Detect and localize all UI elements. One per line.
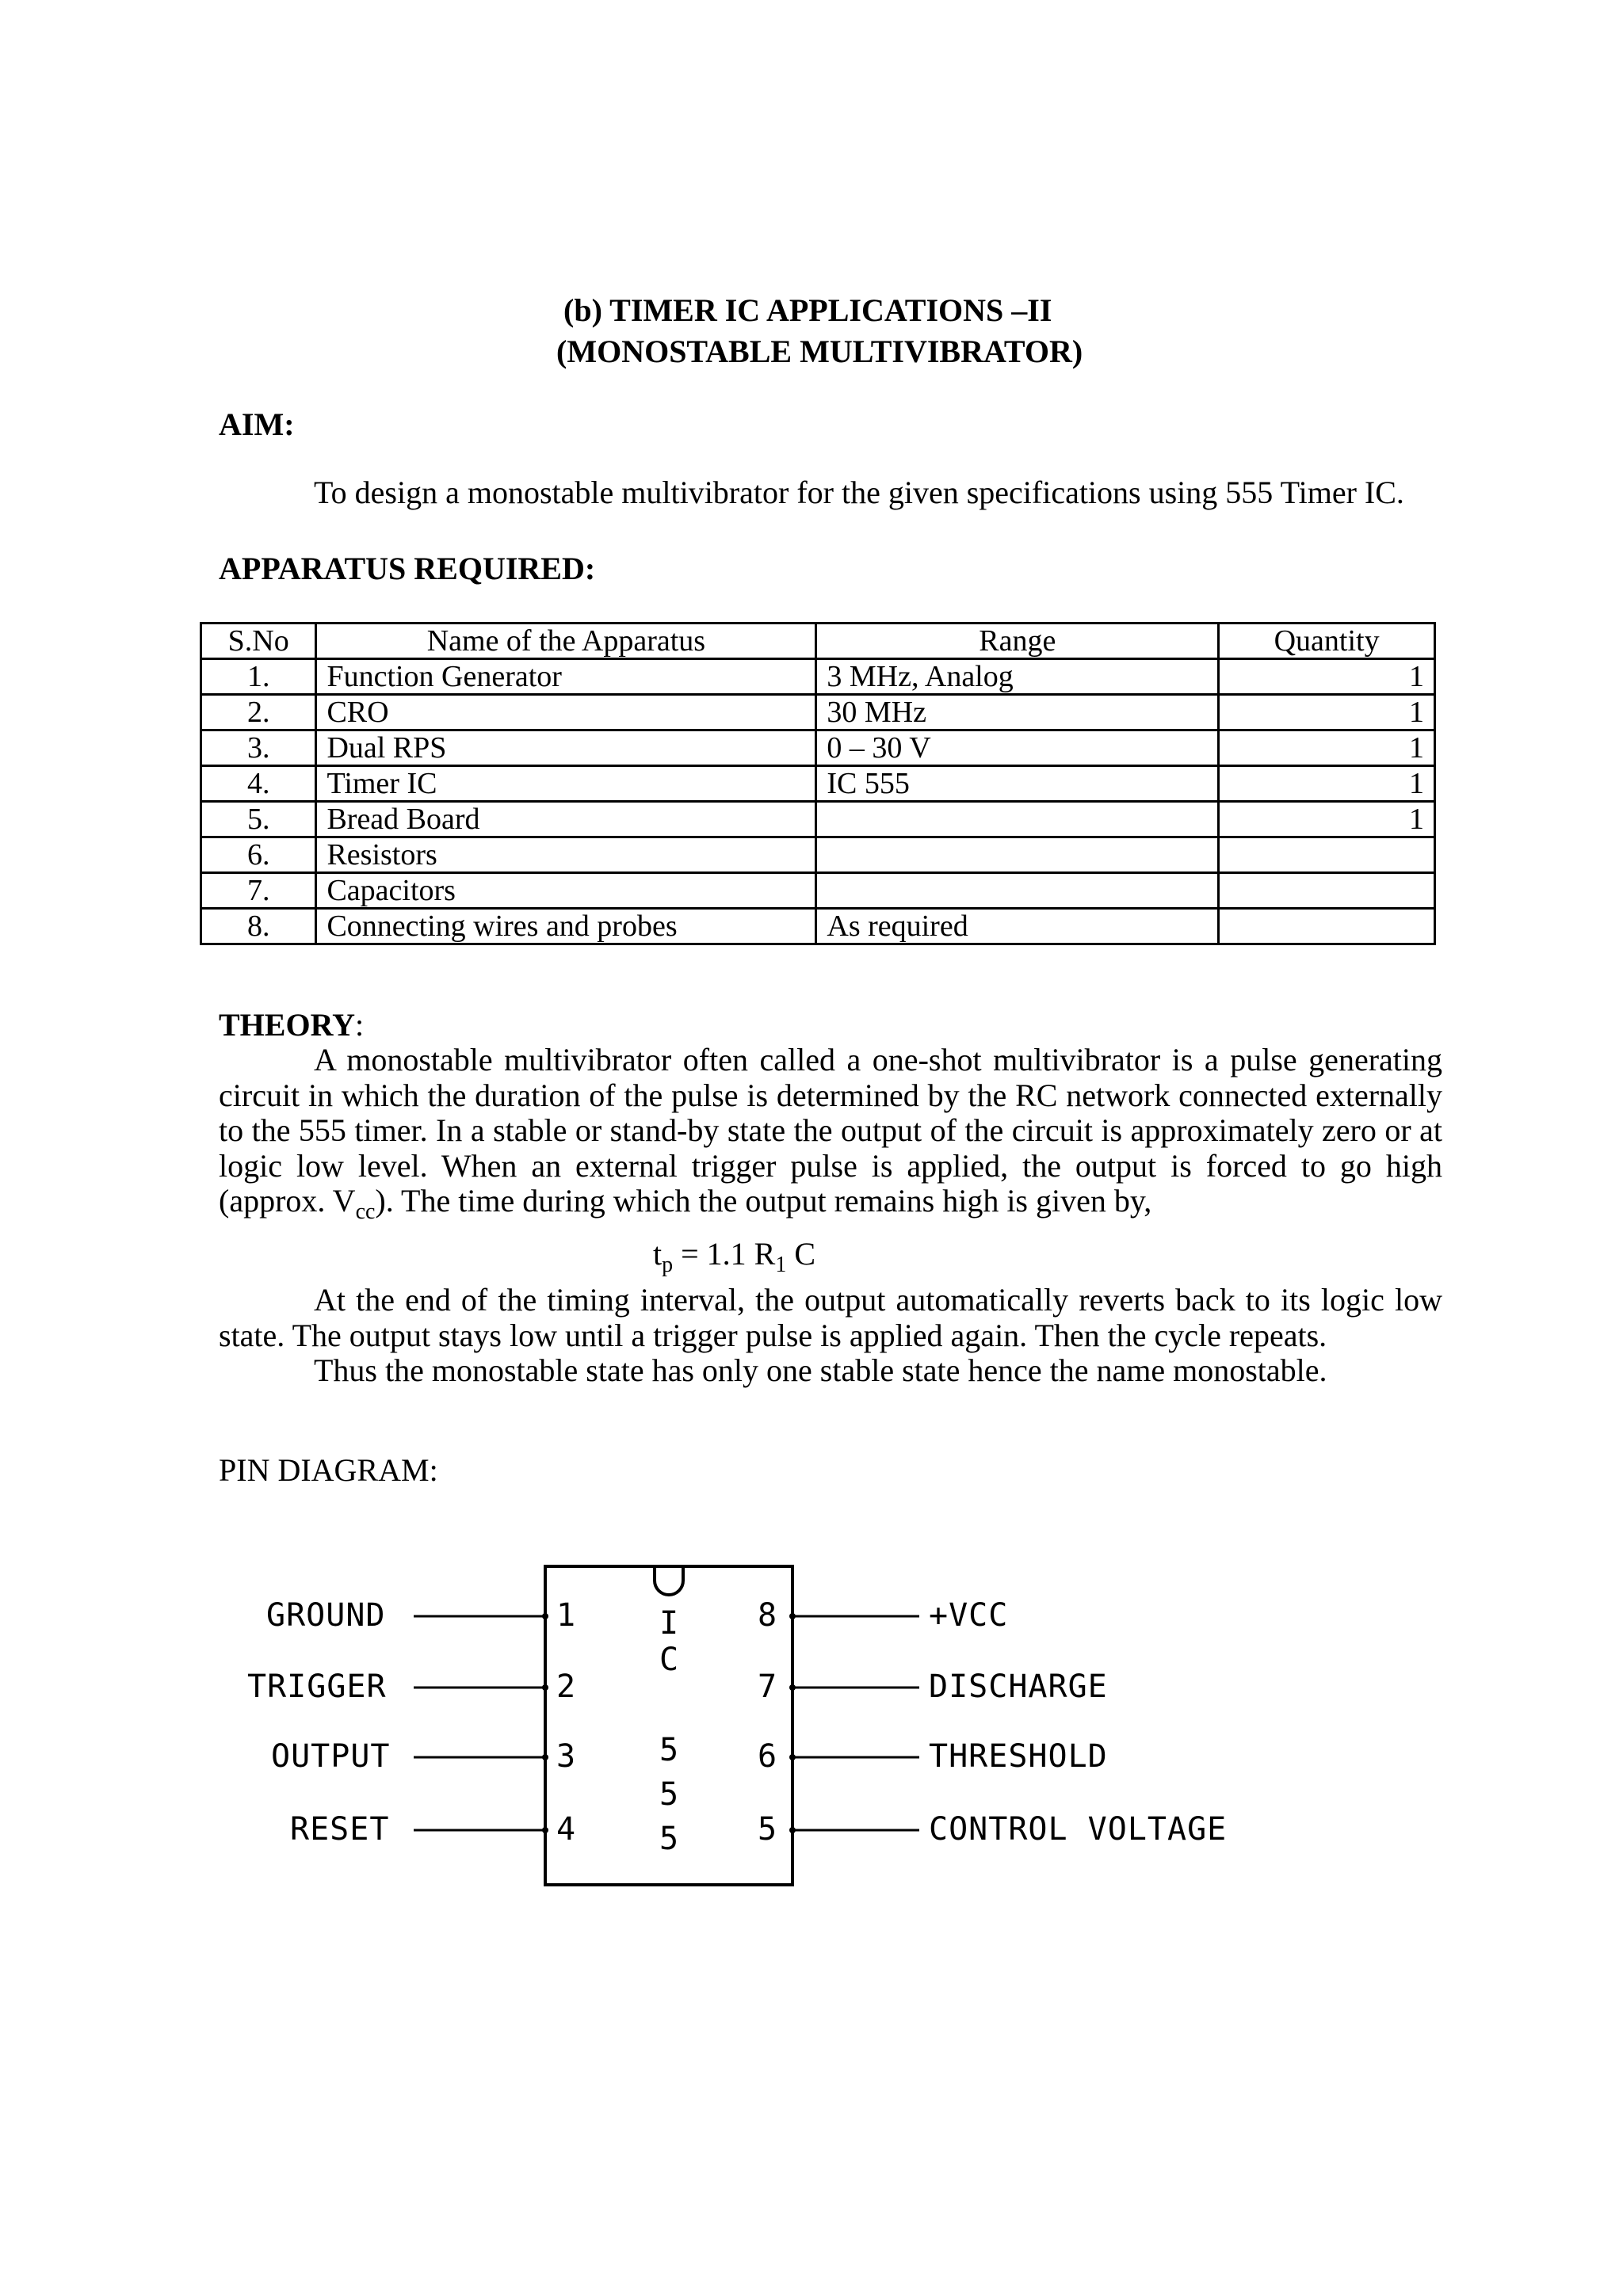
cell-name: Function Generator — [316, 659, 816, 695]
ic-letter: C — [659, 1642, 679, 1678]
table-row — [201, 802, 1435, 837]
cell-range — [816, 837, 1219, 873]
table-row — [201, 730, 1435, 766]
formula-t-sub: p — [662, 1252, 674, 1277]
pin-number-1: 1 — [556, 1597, 576, 1634]
pin-label-trigger: TRIGGER — [247, 1669, 387, 1705]
pin-1-dot — [542, 1613, 548, 1619]
column-header-sno: S.No — [201, 624, 316, 659]
cell-sno: 4. — [201, 766, 316, 802]
column-header-range: Range — [816, 624, 1219, 659]
theory-heading-text: THEORY — [219, 1007, 355, 1043]
pin-label-threshold: THRESHOLD — [929, 1738, 1108, 1775]
theory-heading — [219, 1006, 364, 1043]
cell-quantity: 1 — [1219, 766, 1435, 802]
cell-range: IC 555 — [816, 766, 1219, 802]
cell-sno: 7. — [201, 873, 316, 909]
cell-name: CRO — [316, 695, 816, 730]
cell-sno: 3. — [201, 730, 316, 766]
pin-4-dot — [542, 1827, 548, 1833]
table-row — [201, 873, 1435, 909]
cell-quantity: 1 — [1219, 802, 1435, 837]
table-row — [201, 909, 1435, 944]
table-row — [201, 695, 1435, 730]
cell-range — [816, 802, 1219, 837]
table-header-row — [201, 624, 1435, 659]
ic-letter: 5 — [659, 1821, 679, 1857]
cell-name: Capacitors — [316, 873, 816, 909]
theory-body — [219, 1043, 1442, 1389]
pin-5-dot — [789, 1827, 796, 1833]
timing-formula — [219, 1237, 1442, 1283]
ic-letter: 5 — [659, 1732, 679, 1768]
pin-3-dot — [542, 1754, 548, 1760]
cell-range: As required — [816, 909, 1219, 944]
cell-sno: 5. — [201, 802, 316, 837]
pin-7-dot — [789, 1684, 796, 1691]
cell-quantity: 1 — [1219, 695, 1435, 730]
table-row — [201, 837, 1435, 873]
pin-label-output: OUTPUT — [271, 1738, 391, 1775]
pin-number-3: 3 — [556, 1738, 576, 1775]
pin-number-8: 8 — [758, 1597, 777, 1634]
theory-p1-text-a: A monostable multivibrator often called a one-shot multivibrator is a pulse generating circuit in which the duration of the pulse is determined by the RC network connected externally to the 555 timer. In a stable or stand-by state the output of the circuit is approximately zero or at logic low level. When an external trigger pulse is applied, the output is forced to go high (approx. V — [219, 1042, 1442, 1219]
ic-letter: 5 — [659, 1776, 679, 1813]
ic-notch-icon — [655, 1566, 683, 1595]
pin-number-2: 2 — [556, 1669, 576, 1705]
cell-quantity: 1 — [1219, 730, 1435, 766]
title-line-2: (MONOSTABLE MULTIVIBRATOR) — [556, 334, 1083, 369]
pin-label-control-voltage: CONTROL VOLTAGE — [929, 1811, 1228, 1848]
cell-name: Resistors — [316, 837, 816, 873]
cell-name: Bread Board — [316, 802, 816, 837]
cell-quantity — [1219, 837, 1435, 873]
pin-number-4: 4 — [556, 1811, 576, 1848]
cell-range — [816, 873, 1219, 909]
cell-range: 30 MHz — [816, 695, 1219, 730]
cell-name: Timer IC — [316, 766, 816, 802]
cell-quantity — [1219, 909, 1435, 944]
apparatus-table — [200, 622, 1436, 945]
pin-label-discharge: DISCHARGE — [929, 1669, 1108, 1705]
cell-range: 0 – 30 V — [816, 730, 1219, 766]
pin-2-dot — [542, 1684, 548, 1691]
cell-quantity: 1 — [1219, 659, 1435, 695]
pin-number-7: 7 — [758, 1669, 777, 1705]
pin-8-dot — [789, 1613, 796, 1619]
cell-sno: 1. — [201, 659, 316, 695]
theory-p1-text-b: ). The time during which the output remains high is given by, — [375, 1183, 1152, 1219]
pin-label-ground: GROUND — [266, 1597, 386, 1634]
formula-end: C — [786, 1235, 816, 1272]
formula-mid: = 1.1 R — [673, 1235, 776, 1272]
theory-paragraph-2: At the end of the timing interval, the output automatically reverts back to its logic low state. The output stays low until a trigger pulse is applied again. Then the cycle repeats. — [219, 1282, 1442, 1353]
pin-number-6: 6 — [758, 1738, 777, 1775]
formula-t: t — [653, 1235, 663, 1272]
apparatus-heading: APPARATUS REQUIRED: — [219, 551, 596, 586]
pin-number-5: 5 — [758, 1811, 777, 1848]
cell-sno: 6. — [201, 837, 316, 873]
pin-6-dot — [789, 1754, 796, 1760]
column-header-name: Name of the Apparatus — [316, 624, 816, 659]
column-header-quantity: Quantity — [1219, 624, 1435, 659]
cell-sno: 8. — [201, 909, 316, 944]
cell-range: 3 MHz, Analog — [816, 659, 1219, 695]
ic-letter: I — [659, 1605, 679, 1642]
aim-heading: AIM: — [219, 406, 295, 442]
pin-diagram-lines — [238, 1553, 1268, 1901]
table-row — [201, 766, 1435, 802]
title-line-1: (b) TIMER IC APPLICATIONS –II — [563, 292, 1052, 328]
cell-quantity — [1219, 873, 1435, 909]
theory-paragraph-3: Thus the monostable state has only one stable state hence the name monostable. — [314, 1352, 1327, 1388]
pin-diagram-heading: PIN DIAGRAM: — [219, 1452, 438, 1488]
theory-paragraph-1 — [219, 1043, 1442, 1230]
theory-p1-sub: cc — [355, 1199, 376, 1224]
cell-name: Connecting wires and probes — [316, 909, 816, 944]
pin-label-vcc: +VCC — [929, 1597, 1009, 1634]
pin-label-reset: RESET — [290, 1811, 390, 1848]
theory-heading-colon: : — [354, 1007, 365, 1043]
aim-text: To design a monostable multivibrator for the given specifications using 555 Timer IC. — [314, 475, 1404, 510]
cell-name: Dual RPS — [316, 730, 816, 766]
cell-sno: 2. — [201, 695, 316, 730]
table-row — [201, 659, 1435, 695]
formula-r-sub: 1 — [775, 1252, 787, 1277]
